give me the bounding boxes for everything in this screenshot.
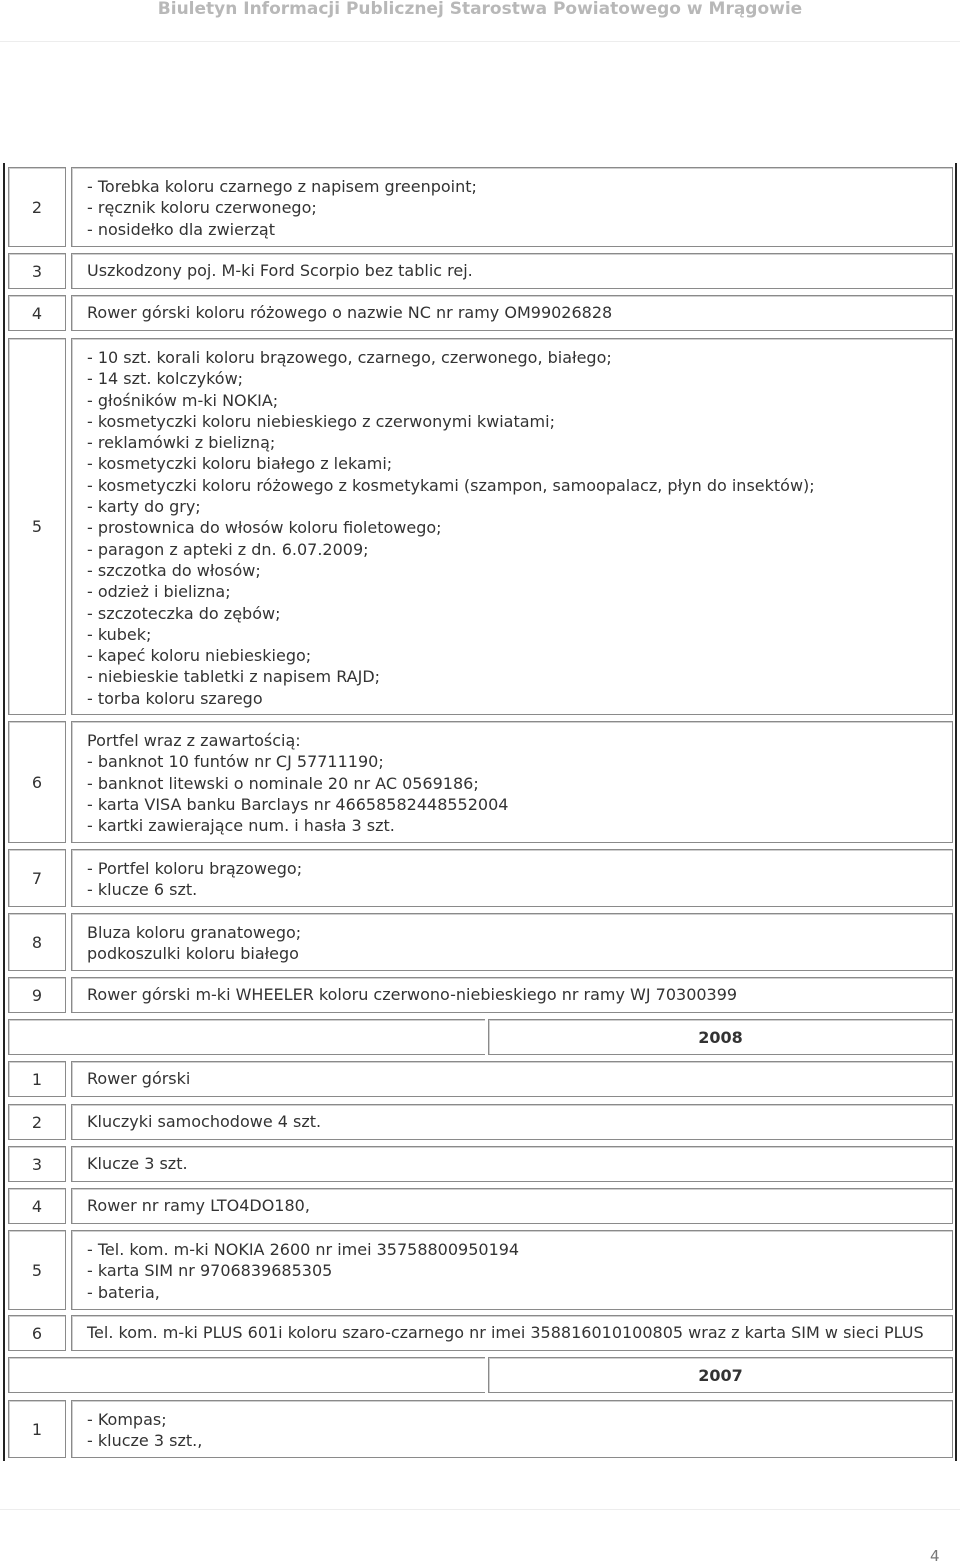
- header-divider: [0, 41, 960, 42]
- row-number-text: 5: [31, 1260, 43, 1280]
- description-line: - kapeć koloru niebieskiego;: [87, 646, 312, 666]
- description-line: - karta VISA banku Barclays nr 46658582448552004: [87, 794, 509, 814]
- row-number: [8, 977, 66, 1013]
- row-description: [71, 1104, 953, 1140]
- row-description: [71, 721, 953, 843]
- description-line: - Tel. kom. m-ki NOKIA 2600 nr imei 35758800950194: [87, 1240, 520, 1259]
- description-line: Rower górski koloru różowego o nazwie NC nr ramy OM99026828: [87, 303, 613, 323]
- row-number-text: 3: [31, 261, 43, 281]
- row-description: [71, 1146, 953, 1182]
- description-line: - karty do gry;: [87, 497, 201, 517]
- row-number-text: 6: [31, 772, 43, 792]
- description-line: - ręcznik koloru czerwonego;: [87, 198, 317, 218]
- row-number-text: 2: [31, 1112, 43, 1132]
- description-line: - karta SIM nr 9706839685305: [87, 1261, 333, 1281]
- description-line: - kosmetyczki koloru różowego z kosmetykami (szampon, samoopalacz, płyn do insektów);: [87, 475, 815, 495]
- row-number-text: 3: [31, 1154, 43, 1174]
- row-number: [8, 1061, 66, 1097]
- row-description: [71, 1188, 953, 1224]
- description-line: - torba koloru szarego: [87, 688, 263, 708]
- description-line: Rower górski: [87, 1069, 191, 1089]
- row-number: [8, 338, 66, 715]
- description-line: - kartki zawierające num. i hasła 3 szt.: [87, 816, 395, 836]
- description-line: - nosidełko dla zwierząt: [87, 219, 276, 239]
- description-line: - szczotka do włosów;: [87, 560, 261, 580]
- row-number: [8, 1230, 66, 1310]
- row-description: [71, 913, 953, 971]
- row-number: [8, 295, 66, 331]
- table-frame-left: [3, 163, 5, 1461]
- description-line: - kosmetyczki koloru niebieskiego z czerwonymi kwiatami;: [87, 411, 555, 431]
- description-line: - 10 szt. korali koloru brązowego, czarnego, czerwonego, białego;: [87, 348, 612, 367]
- description-line: - banknot 10 funtów nr CJ 57711190;: [87, 752, 384, 772]
- row-description: [71, 167, 953, 247]
- description-line: - kosmetyczki koloru białego z lekami;: [87, 454, 393, 474]
- row-number: [8, 721, 66, 843]
- year-spacer: [8, 1019, 485, 1055]
- row-number-text: 7: [31, 868, 43, 888]
- description-line: Uszkodzony poj. M-ki Ford Scorpio bez tablic rej.: [87, 261, 473, 281]
- row-description: [71, 253, 953, 289]
- description-line: Portfel wraz z zawartością:: [87, 731, 301, 750]
- description-line: Bluza koloru granatowego;: [87, 923, 302, 942]
- row-number-text: 1: [31, 1069, 43, 1089]
- description-line: Klucze 3 szt.: [87, 1154, 188, 1174]
- row-number: [8, 167, 66, 247]
- description-line: - bateria,: [87, 1282, 160, 1302]
- table-frame-right: [955, 163, 957, 1461]
- page-number: 4: [930, 1547, 940, 1565]
- description-line: Tel. kom. m-ki PLUS 601i koloru szaro-czarnego nr imei 358816010100805 wraz z karta SIM w sieci PLUS: [87, 1323, 924, 1343]
- year-spacer: [8, 1357, 485, 1393]
- row-description: [71, 338, 953, 715]
- row-number: [8, 1104, 66, 1140]
- description-line: - prostownica do włosów koloru fioletowego;: [87, 518, 442, 538]
- page-header: Biuletyn Informacji Publicznej Starostwa Powiatowego w Mrągowie: [157, 0, 803, 19]
- description-line: Rower górski m-ki WHEELER koloru czerwono-niebieskiego nr ramy WJ 70300399: [87, 985, 738, 1005]
- row-number: [8, 1400, 66, 1458]
- row-number: [8, 1188, 66, 1224]
- row-number-text: 8: [31, 932, 43, 952]
- row-number: [8, 1315, 66, 1351]
- row-number-text: 2: [31, 197, 43, 217]
- description-line: - szczoteczka do zębów;: [87, 603, 281, 623]
- description-line: - Kompas;: [87, 1410, 167, 1429]
- description-line: - reklamówki z bielizną;: [87, 433, 276, 453]
- year-header-2007: 2007: [488, 1357, 953, 1393]
- description-line: - klucze 6 szt.: [87, 880, 198, 900]
- row-number: [8, 849, 66, 907]
- row-number-text: 1: [31, 1419, 43, 1439]
- description-line: Rower nr ramy LTO4DO180,: [87, 1196, 310, 1216]
- description-line: podkoszulki koloru białego: [87, 944, 299, 964]
- description-line: - odzież i bielizna;: [87, 582, 231, 602]
- row-number: [8, 913, 66, 971]
- description-line: - Portfel koloru brązowego;: [87, 859, 303, 878]
- footer-divider: [0, 1509, 960, 1510]
- description-line: - niebieskie tabletki z napisem RAJD;: [87, 667, 381, 687]
- description-line: - Torebka koloru czarnego z napisem greenpoint;: [87, 177, 477, 196]
- row-number-text: 4: [31, 1196, 43, 1216]
- row-number-text: 5: [31, 517, 43, 536]
- row-number: [8, 253, 66, 289]
- year-header-2008: 2008: [488, 1019, 953, 1055]
- row-number-text: 9: [31, 985, 43, 1005]
- row-description: [71, 1315, 953, 1351]
- row-description: [71, 849, 953, 907]
- description-line: - klucze 3 szt.,: [87, 1431, 203, 1451]
- description-line: - paragon z apteki z dn. 6.07.2009;: [87, 539, 369, 559]
- row-description: [71, 1061, 953, 1097]
- description-line: - kubek;: [87, 624, 152, 644]
- description-line: - banknot litewski o nominale 20 nr AC 0569186;: [87, 773, 479, 793]
- description-line: Kluczyki samochodowe 4 szt.: [87, 1112, 322, 1132]
- row-description: [71, 977, 953, 1013]
- row-description: [71, 295, 953, 331]
- row-description: [71, 1400, 953, 1458]
- row-number: [8, 1146, 66, 1182]
- row-number-text: 4: [31, 303, 43, 323]
- row-number-text: 6: [31, 1323, 43, 1343]
- description-line: - 14 szt. kolczyków;: [87, 369, 244, 389]
- row-description: [71, 1230, 953, 1310]
- description-line: - głośników m-ki NOKIA;: [87, 390, 279, 410]
